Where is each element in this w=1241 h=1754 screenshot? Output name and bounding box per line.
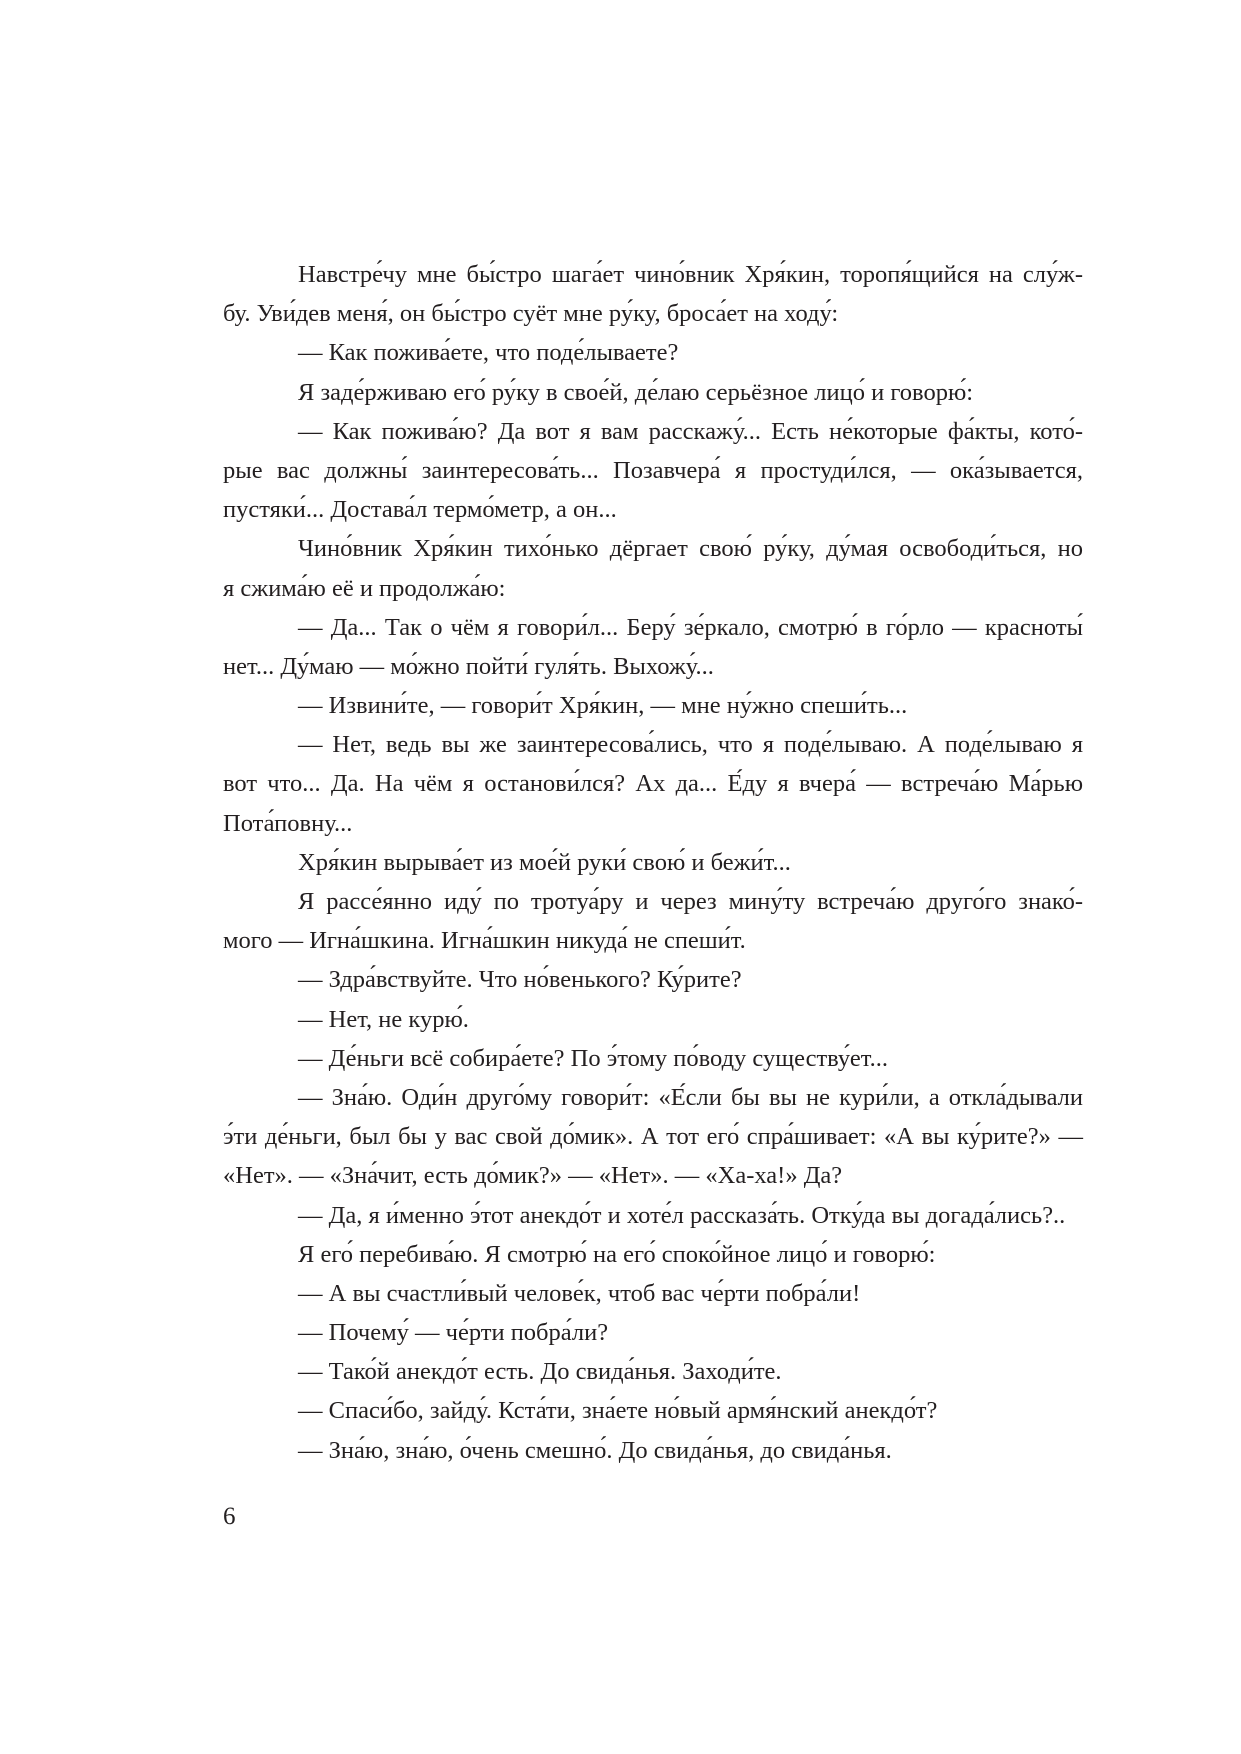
text-line: Чино́вник Хря́кин тихо́нько дёргает свою́ ру́ку, ду́мая освободи́ться, но (298, 535, 1083, 563)
page-number: 6 (223, 1503, 236, 1530)
text-line: Пота́повну... (223, 809, 353, 837)
text-line: Навстре́чу мне бы́стро шага́ет чино́вник Хря́кин, торопя́щийся на слу́ж- (298, 261, 1083, 288)
text-line: — Зна́ю. Оди́н друго́му говори́т: «Е́сли бы вы не кури́ли, а откла́дывали (298, 1083, 1083, 1111)
text-line: Я заде́рживаю его́ ру́ку в свое́й, де́лаю серьёзное лицо́ и говорю́: (298, 378, 974, 406)
text-line: вот что... Да. На чём я останови́лся? Ах да... Е́ду я вчера́ — встреча́ю Ма́рью (223, 770, 1083, 798)
text-line: Я его́ перебива́ю. Я смотрю́ на его́ споко́йное лицо́ и говорю́: (298, 1240, 936, 1268)
text-line: — Извини́те, — говори́т Хря́кин, — мне ну́жно спеши́ть... (298, 692, 908, 720)
text-line: — Здра́вствуйте. Что но́венького? Ку́рите? (298, 966, 742, 994)
text-line: — Зна́ю, зна́ю, о́чень смешно́. До свида́нья, до свида́нья. (298, 1436, 892, 1464)
text-line: — Как пожива́ю? Да вот я вам расскажу́... Есть не́которые фа́кты, кото́- (298, 417, 1083, 445)
text-line: — Де́ньги всё собира́ете? По э́тому по́воду существу́ет... (298, 1044, 888, 1072)
text-line: — Да, я и́менно э́тот анекдо́т и хоте́л рассказа́ть. Отку́да вы догада́лись?.. (298, 1201, 1066, 1229)
text-line: нет... Ду́маю — мо́жно пойти́ гуля́ть. Выхожу́... (223, 652, 714, 680)
text-line: — Нет, не курю́. (298, 1005, 469, 1033)
text-line: — Почему́ — че́рти побра́ли? (298, 1319, 609, 1347)
text-line: э́ти де́ньги, был бы у вас свой до́мик». А тот его́ спра́шивает: «А вы ку́рите?» — (223, 1123, 1083, 1151)
text-line: — Тако́й анекдо́т есть. До свида́нья. Заходи́те. (298, 1358, 782, 1386)
text-line: — А вы счастли́вый челове́к, чтоб вас че́рти побра́ли! (298, 1279, 861, 1307)
text-line: пустяки́... Достава́л термо́метр, а он... (223, 496, 617, 524)
text-line: — Да... Так о чём я говори́л... Беру́ зе́ркало, смотрю́ в го́рло — красноты́ (298, 613, 1083, 641)
text-line: бу. Уви́дев меня́, он бы́стро суёт мне ру́ку, броса́ет на ходу́: (223, 300, 839, 328)
text-line: — Спаси́бо, зайду́. Кста́ти, зна́ете но́вый армя́нский анекдо́т? (298, 1397, 938, 1425)
text-line: Я рассе́янно иду́ по тротуа́ру и через мину́ту встреча́ю друго́го знако́- (298, 888, 1083, 915)
text-line: Хря́кин вырыва́ет из мое́й руки́ свою́ и бежи́т... (298, 848, 791, 876)
text-line: «Нет». — «Зна́чит, есть до́мик?» — «Нет». — «Ха-ха!» Да? (223, 1162, 843, 1190)
text-line: — Как пожива́ете, что поде́лываете? (298, 339, 679, 367)
text-line: я сжима́ю её и продолжа́ю: (223, 574, 506, 602)
text-line: рые вас должны́ заинтересова́ть... Позавчера́ я простуди́лся, — ока́зывается, (223, 456, 1083, 484)
text-line: мого — Игна́шкина. Игна́шкин никуда́ не спеши́т. (223, 927, 746, 955)
text-line: — Нет, ведь вы же заинтересова́лись, что я поде́лываю. А поде́лываю я (298, 731, 1083, 759)
body-text (223, 255, 1083, 1470)
